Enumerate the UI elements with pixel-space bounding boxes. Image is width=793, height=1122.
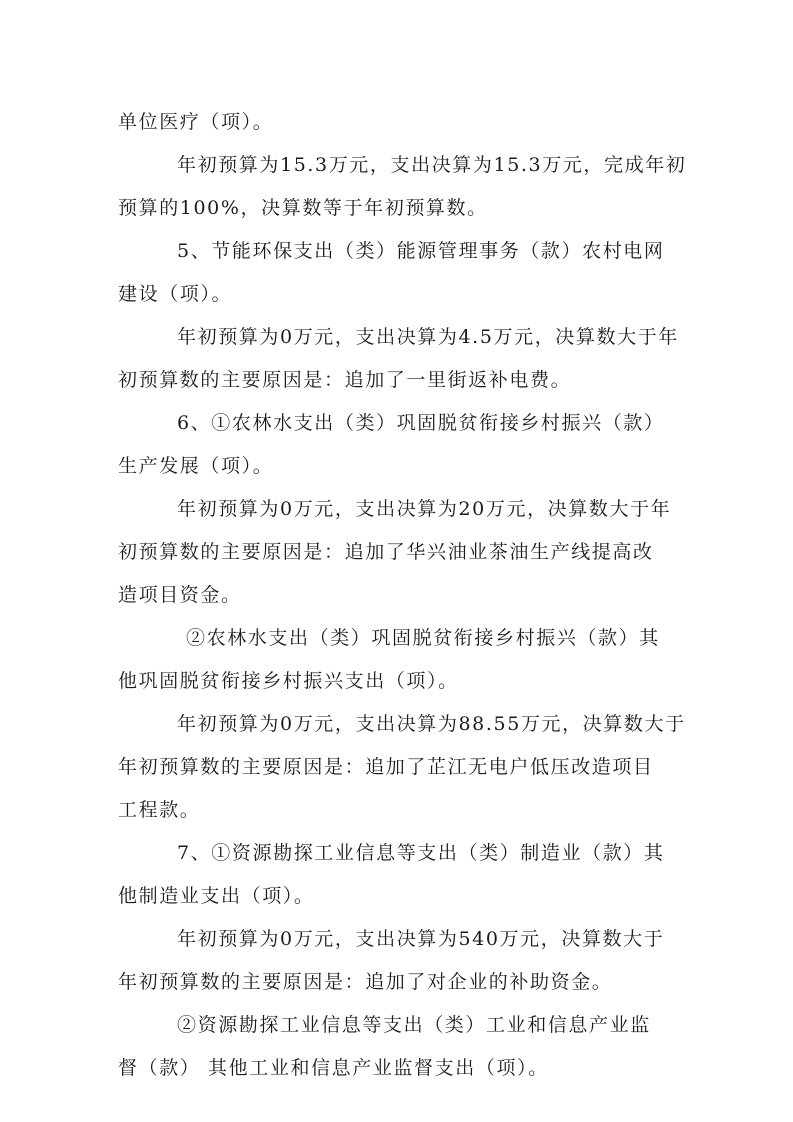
text-line: 6、①农林水支出（类）巩固脱贫衔接乡村振兴（款） (177, 412, 665, 434)
text-line: ②农林水支出（类）巩固脱贫衔接乡村振兴（款）其 (186, 627, 660, 649)
text-line: 初预算数的主要原因是：追加了华兴油业茶油生产线提高改 (118, 541, 654, 563)
text-line: 初预算数的主要原因是：追加了一里街返补电费。 (118, 369, 572, 391)
text-line: 年初预算为0万元，支出决算为88.55万元，决算数大于 (177, 713, 686, 735)
text-line: 年初预算数的主要原因是：追加了对企业的补助资金。 (118, 971, 613, 993)
text-line: 年初预算数的主要原因是：追加了芷江无电户低压改造项目 (118, 756, 654, 778)
text-line: 年初预算为0万元，支出决算为20万元，决算数大于年 (177, 498, 672, 520)
text-line: 建设（项）。 (118, 283, 233, 305)
text-line: 工程款。 (118, 799, 201, 821)
text-line: 生产发展（项）。 (118, 455, 274, 477)
text-line: 他制造业支出（项）。 (118, 885, 315, 907)
text-line: 7、①资源勘探工业信息等支出（类）制造业（款）其 (177, 842, 665, 864)
text-line: 单位医疗（项）。 (118, 111, 274, 133)
text-line: 他巩固脱贫衔接乡村振兴支出（项）。 (118, 670, 459, 692)
text-line: 督（款） 其他工业和信息产业监督支出（项）。 (118, 1057, 549, 1079)
text-line: 5、节能环保支出（类）能源管理事务（款）农村电网 (177, 240, 665, 262)
text-line: 预算的100%，决算数等于年初预算数。 (118, 197, 488, 219)
text-line: 年初预算为15.3万元，支出决算为15.3万元，完成年初 (177, 154, 687, 176)
text-line: 年初预算为0万元，支出决算为540万元，决算数大于 (177, 928, 665, 950)
text-line: ②资源勘探工业信息等支出（类）工业和信息产业监 (177, 1014, 651, 1036)
text-line: 年初预算为0万元，支出决算为4.5万元，决算数大于年 (177, 326, 679, 348)
text-line: 造项目资金。 (118, 584, 242, 606)
